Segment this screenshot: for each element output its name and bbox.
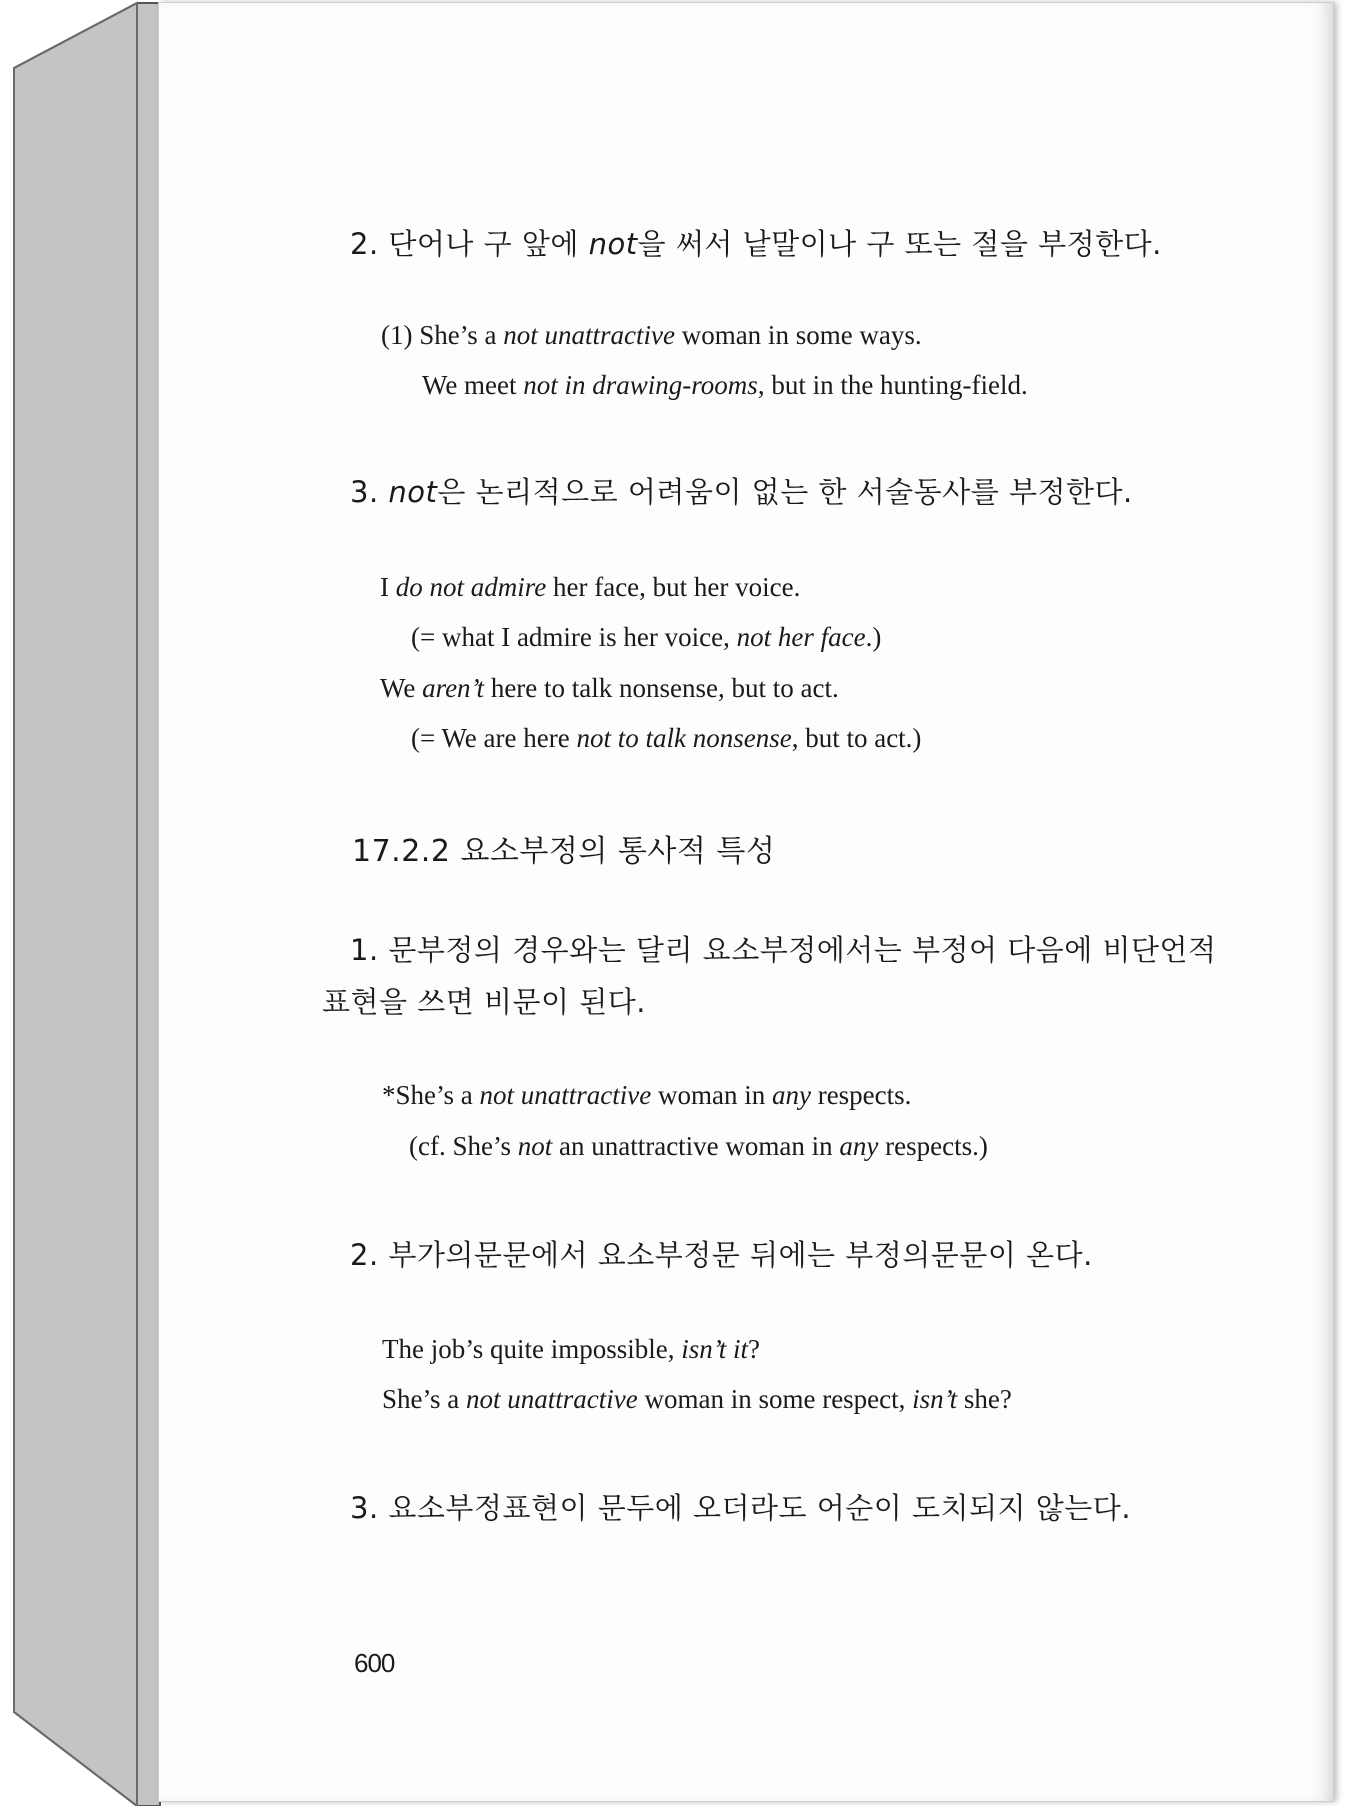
example-line bbox=[380, 572, 800, 603]
text-run: 은 논리적으로 어려움이 없는 한 서술동사를 부정한다. bbox=[437, 475, 1133, 509]
text-run: The job’s quite impossible, bbox=[382, 1334, 682, 1364]
italic-run: not to talk nonsense bbox=[576, 723, 792, 753]
text-run: ? bbox=[748, 1334, 760, 1364]
text-run: 2. 단어나 구 앞에 bbox=[350, 227, 589, 261]
italic-run: not unattractive bbox=[479, 1080, 652, 1110]
text-run: 을 써서 낱말이나 구 또는 절을 부정한다. bbox=[637, 227, 1162, 261]
item-heading bbox=[350, 1233, 1093, 1274]
italic-run: any bbox=[839, 1131, 879, 1161]
text-run: woman in some respect, bbox=[637, 1384, 913, 1414]
text-run: 17.2.2 요소부정의 통사적 특성 bbox=[352, 834, 776, 869]
text-run: We meet bbox=[422, 370, 524, 400]
page-number: 600 bbox=[354, 1648, 395, 1678]
item-heading bbox=[350, 1486, 1131, 1527]
italic-run: isn’t it bbox=[681, 1334, 748, 1364]
item-heading bbox=[350, 222, 1162, 263]
text-run: 1. 문부정의 경우와는 달리 요소부정에서는 부정어 다음에 비단언적 bbox=[350, 933, 1217, 967]
text-run: (= We are here bbox=[411, 723, 577, 753]
book-spine bbox=[0, 0, 170, 1806]
example-line bbox=[409, 1131, 988, 1162]
italic-run: aren’t bbox=[422, 673, 485, 703]
text-run: 표현을 쓰면 비문이 된다. bbox=[322, 985, 647, 1019]
text-run: 3. bbox=[350, 475, 389, 509]
example-line bbox=[382, 1334, 760, 1365]
text-run: her face, but her voice. bbox=[546, 572, 801, 602]
italic-run: not bbox=[388, 475, 438, 509]
example-line bbox=[380, 673, 839, 704]
text-run: (= what I admire is her voice, bbox=[411, 622, 737, 652]
item-heading bbox=[350, 470, 1133, 511]
italic-run: isn’t bbox=[912, 1384, 958, 1414]
example-line bbox=[381, 320, 922, 351]
example-line bbox=[411, 622, 881, 653]
italic-run: not unattractive bbox=[466, 1384, 638, 1414]
text-run: We bbox=[380, 673, 423, 703]
item-heading-continued bbox=[322, 980, 646, 1021]
book-page bbox=[158, 2, 1334, 1802]
italic-run: not unattractive bbox=[503, 320, 675, 350]
text-run: .) bbox=[865, 622, 882, 652]
text-run: 2. 부가의문문에서 요소부정문 뒤에는 부정의문문이 온다. bbox=[350, 1238, 1093, 1272]
text-run: *She’s a bbox=[382, 1080, 480, 1110]
text-run: , but to act.) bbox=[791, 723, 922, 753]
item-heading bbox=[350, 928, 1217, 969]
text-run: she? bbox=[957, 1384, 1012, 1414]
example-line bbox=[382, 1080, 911, 1111]
text-run: here to talk nonsense, but to act. bbox=[484, 673, 839, 703]
text-run: an unattractive woman in bbox=[552, 1131, 840, 1161]
example-line bbox=[411, 723, 921, 754]
example-line bbox=[382, 1384, 1012, 1415]
italic-run: not bbox=[588, 227, 638, 261]
italic-run: not her face bbox=[736, 622, 866, 652]
text-run: , but in the hunting-field. bbox=[757, 370, 1028, 400]
text-run: respects. bbox=[810, 1080, 912, 1110]
italic-run: not in drawing-rooms bbox=[523, 370, 758, 400]
text-run: woman in some ways. bbox=[674, 320, 922, 350]
italic-run: do not admire bbox=[395, 572, 547, 602]
text-run: respects.) bbox=[878, 1131, 988, 1161]
text-run: (cf. She’s bbox=[409, 1131, 518, 1161]
text-run: woman in bbox=[651, 1080, 772, 1110]
example-line bbox=[422, 370, 1028, 401]
text-run: She’s a bbox=[382, 1384, 466, 1414]
section-heading bbox=[352, 826, 775, 870]
italic-run: any bbox=[771, 1080, 811, 1110]
text-run: (1) She’s a bbox=[381, 320, 504, 350]
text-run: 3. 요소부정표현이 문두에 오더라도 어순이 도치되지 않는다. bbox=[350, 1491, 1132, 1525]
italic-run: not bbox=[517, 1131, 553, 1161]
text-run: I bbox=[380, 572, 396, 602]
